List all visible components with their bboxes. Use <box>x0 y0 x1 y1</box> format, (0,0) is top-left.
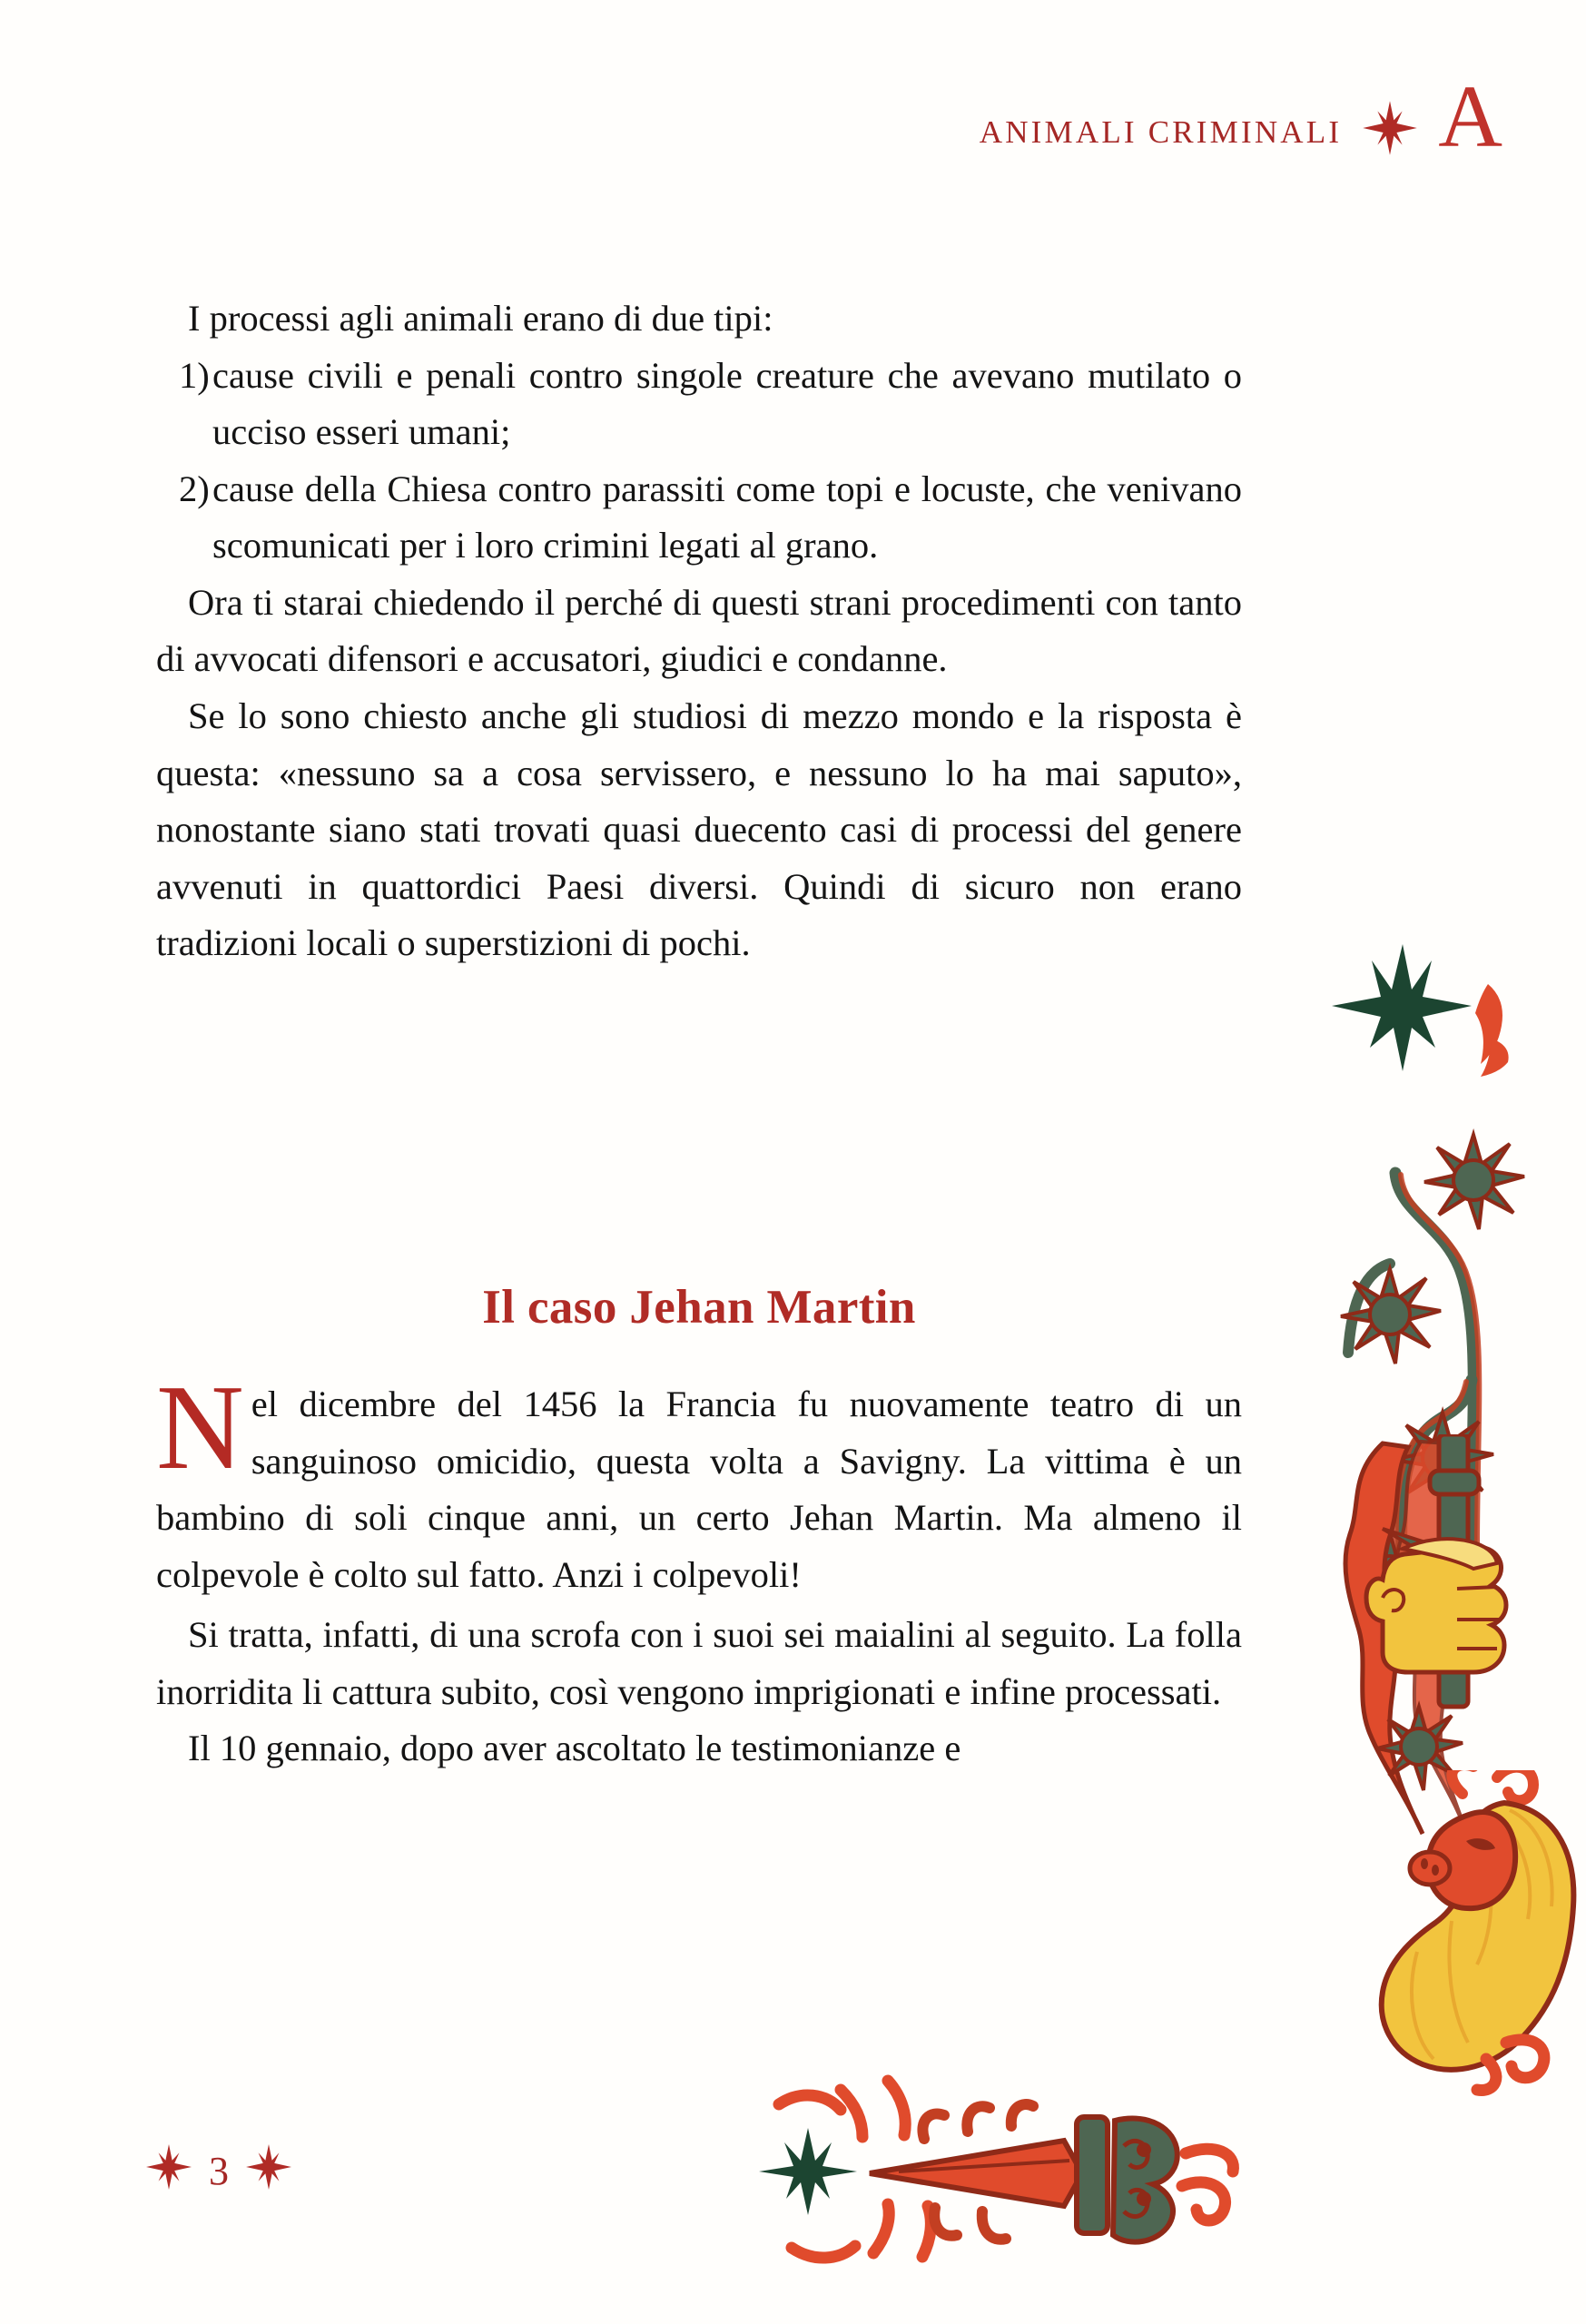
sword-illustration <box>754 2034 1316 2306</box>
pig-illustration <box>1317 1770 1586 2161</box>
drop-cap-letter: N <box>156 1360 244 1494</box>
numbered-list <box>156 348 1242 575</box>
hand-gripping-mace-illustration <box>1295 1434 1586 1861</box>
eight-point-star-icon <box>145 2143 192 2195</box>
page-number: 3 <box>209 2148 229 2193</box>
eight-point-star-icon <box>1362 100 1418 161</box>
section-heading: Il caso Jehan Martin <box>482 1280 916 1334</box>
paragraph-10-gennaio: Il 10 gennaio, dopo aver ascoltato le testimonianze e <box>188 1728 961 1769</box>
running-header <box>979 67 1502 178</box>
paragraph-studiosi: Se lo sono chiesto anche gli studiosi di mezzo mondo e la risposta è questa: «nessuno sa a cosa servissero, e nessuno lo ha mai saputo», nonostante siano stati trovati quasi duecento casi di processi del genere avvenuti in quattordici Paesi diversi. Quindi di sicuro non erano tradizioni locali o superstizioni di pochi. <box>156 694 1242 964</box>
list-item-marker: 2) <box>179 468 210 509</box>
tail-paragraph-block <box>156 1607 1242 1777</box>
page-title: ANIMALI CRIMINALI <box>979 113 1343 150</box>
list-item-text: cause della Chiesa contro parassiti come topi e locuste, che venivano scomunicati per i loro crimini legati al grano. <box>212 468 1242 566</box>
list-item <box>156 348 1242 461</box>
paragraph-scrofa: Si tratta, infatti, di una scrofa con i suoi sei maialini al seguito. La folla inorridita li cattura subito, così vengono imprigionati e infine processati. <box>156 1614 1242 1712</box>
spiked-mace-vine-illustration <box>1294 926 1586 1616</box>
list-item-text: cause civili e penali contro singole creature che avevano mutilato o ucciso esseri umani; <box>212 354 1242 453</box>
list-item <box>156 461 1242 575</box>
dropcap-paragraph-block <box>156 1360 1242 1603</box>
chapter-initial-letter: A <box>1438 67 1502 166</box>
paragraph-procedimenti: Ora ti starai chiedendo il perché di questi strani procedimenti con tanto di avvocati difensori e accusatori, giudici e condanne. <box>156 581 1242 680</box>
page-footer <box>145 2143 292 2195</box>
paragraph-dicembre-1456: el dicembre del 1456 la Francia fu nuovamente teatro di un sanguinoso omicidio, questa volta a Savigny. La vittima è un bambino di soli cinque anni, un certo Jehan Martin. Ma almeno il colpevole è colto sul fatto. Anzi i colpevoli! <box>156 1384 1242 1595</box>
list-item-marker: 1) <box>179 354 210 396</box>
intro-line: I processi agli animali erano di due tipi: <box>188 298 773 339</box>
main-text-column <box>156 290 1242 972</box>
eight-point-star-icon <box>245 2143 292 2195</box>
